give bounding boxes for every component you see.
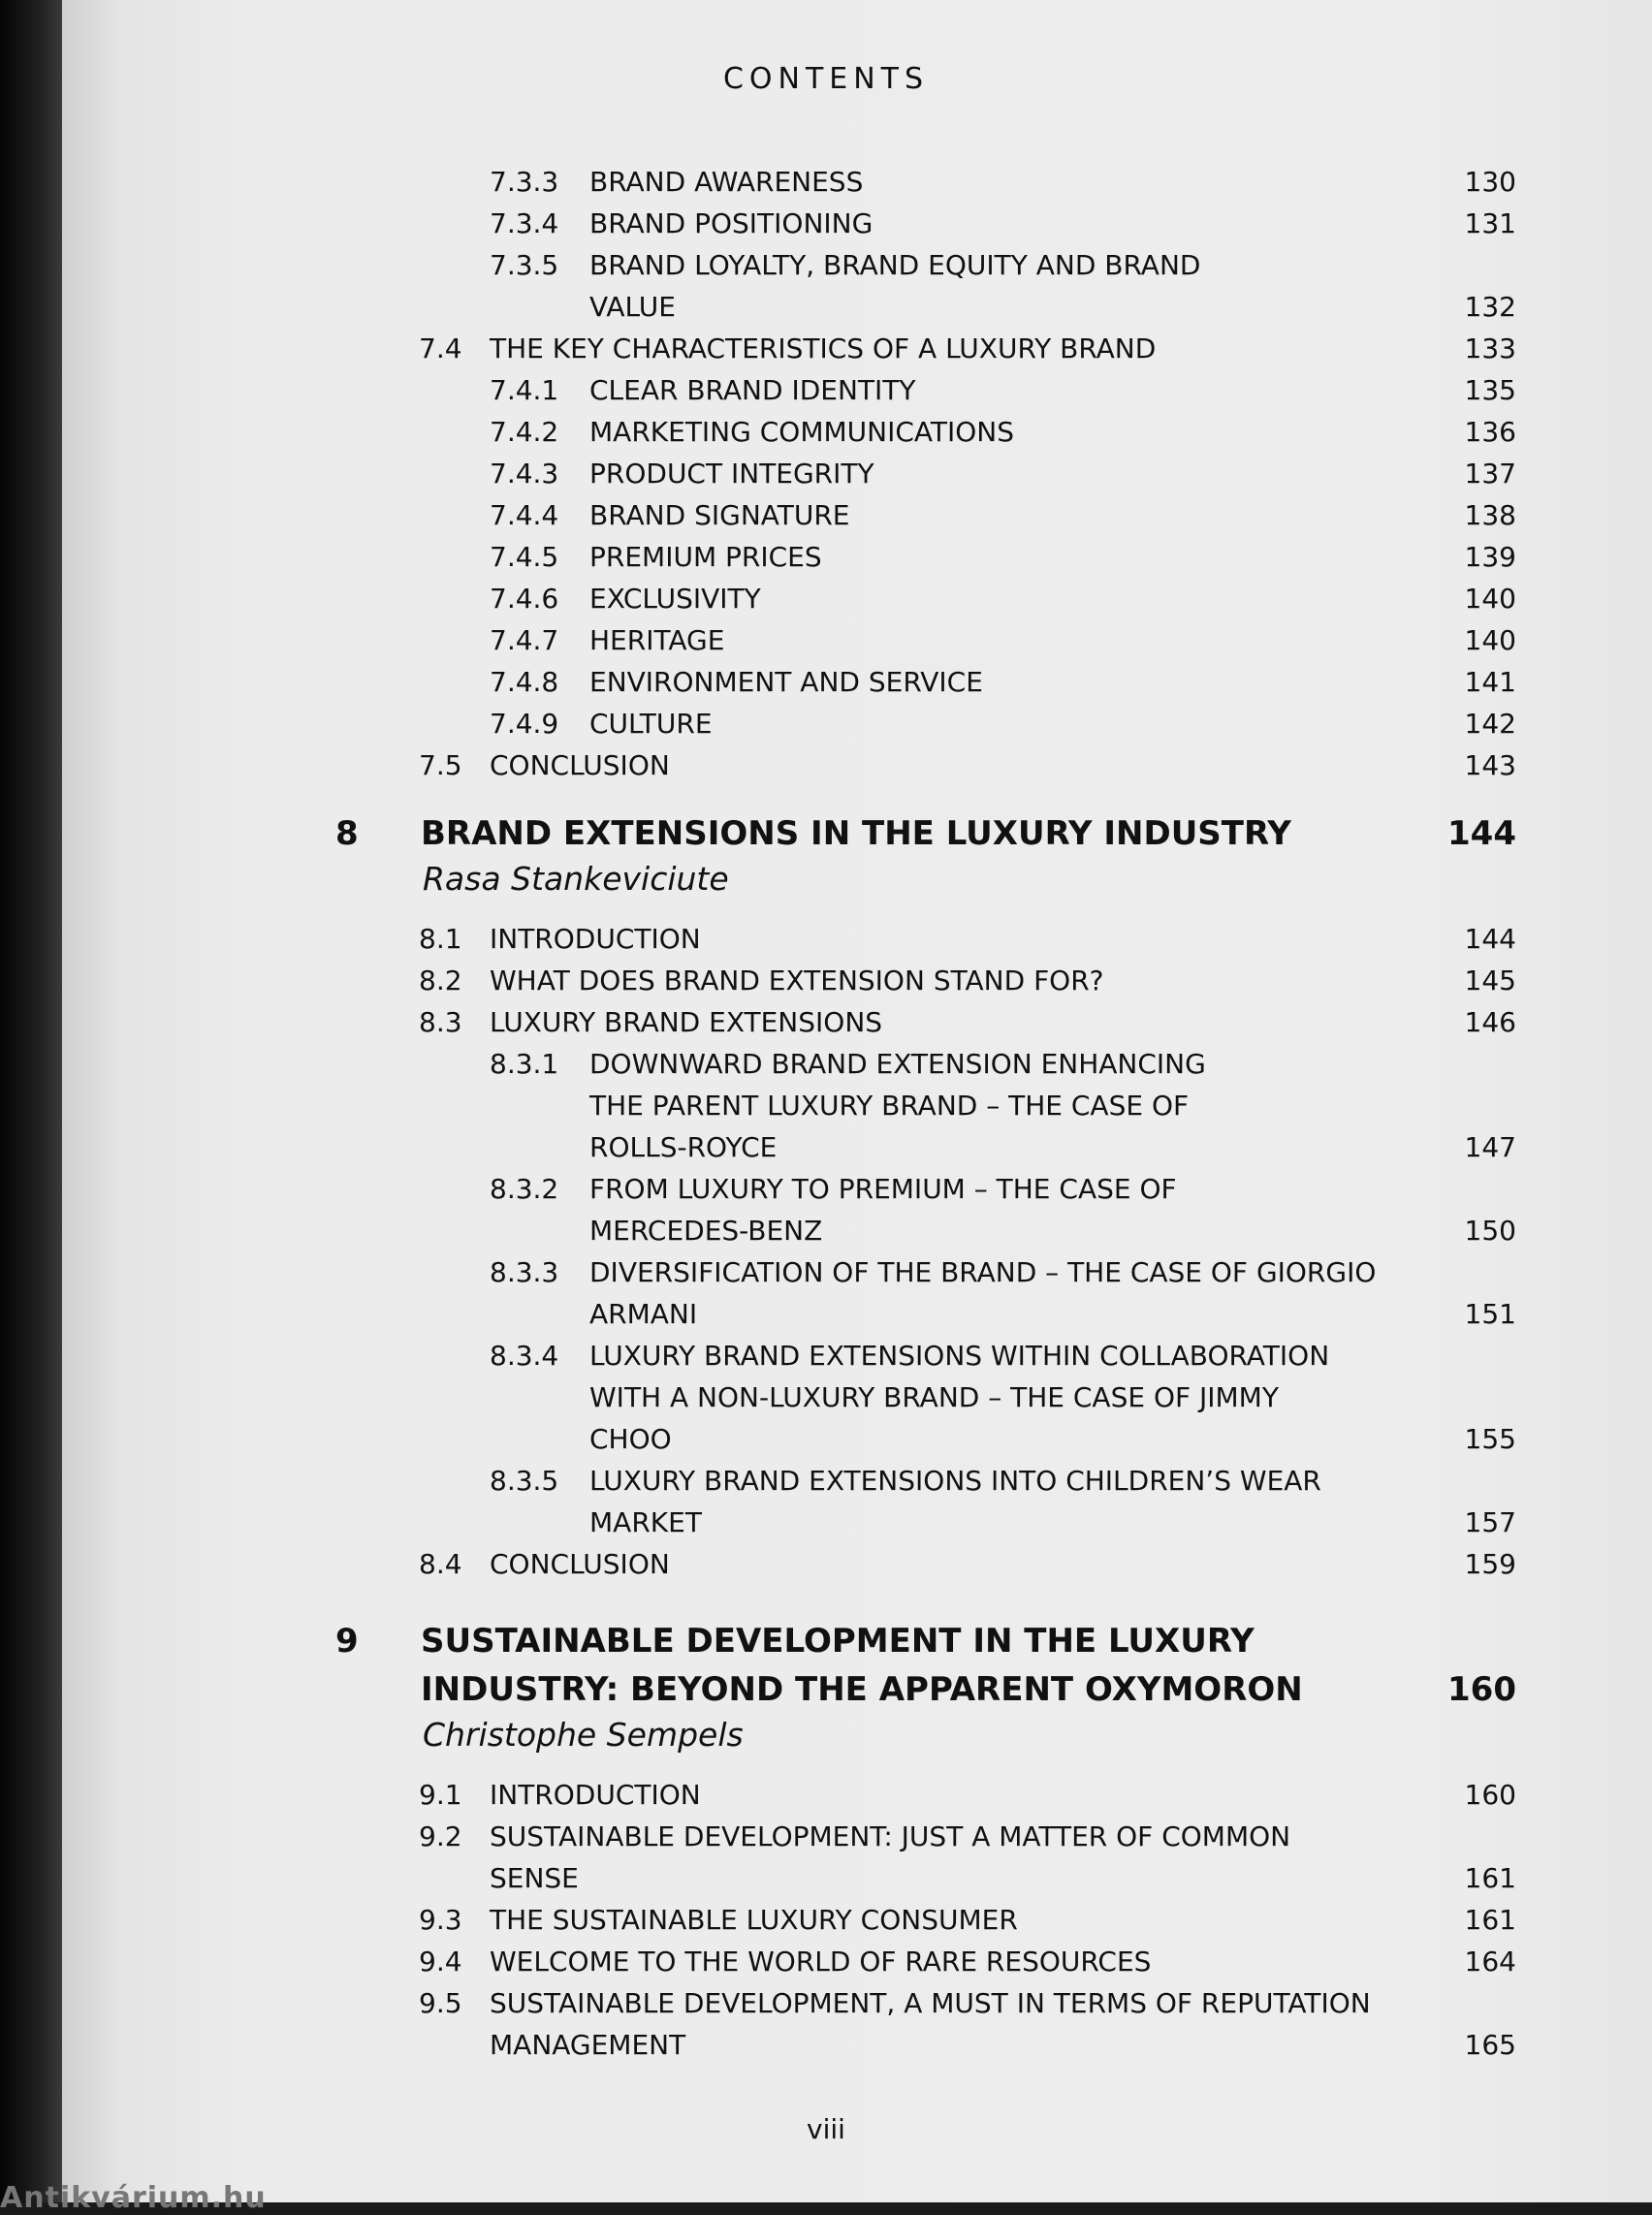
toc-entry-number: 7.3.3 [490, 166, 559, 198]
toc-entry-page: 131 [1464, 207, 1516, 239]
toc-entry-page: 164 [1464, 1946, 1516, 1978]
watermark: Antikvárium.hu [0, 2181, 267, 2215]
chapter-page: 160 [1447, 1670, 1516, 1709]
toc-entry-title: SUSTAINABLE DEVELOPMENT, A MUST IN TERMS OF REPUTATION [490, 1987, 1371, 2019]
toc-entry-number: 9.1 [419, 1779, 462, 1811]
toc-entry-number: 8.3.4 [490, 1340, 559, 1372]
chapter-title: BRAND EXTENSIONS IN THE LUXURY INDUSTRY [421, 814, 1291, 853]
toc-entry-page: 150 [1464, 1215, 1516, 1247]
toc-entry-title: WITH A NON-LUXURY BRAND – THE CASE OF JIMMY [589, 1381, 1279, 1413]
toc-entry-page: 157 [1464, 1506, 1516, 1538]
toc-entry-page: 147 [1464, 1131, 1516, 1163]
toc-entry-page: 137 [1464, 458, 1516, 490]
chapter-page: 144 [1447, 814, 1516, 853]
chapter-title: SUSTAINABLE DEVELOPMENT IN THE LUXURY [421, 1622, 1255, 1661]
toc-entry-title: BRAND SIGNATURE [589, 499, 850, 531]
toc-entry-page: 146 [1464, 1006, 1516, 1038]
toc-entry-number: 8.4 [419, 1548, 462, 1580]
toc-entry-title: MERCEDES-BENZ [589, 1215, 823, 1247]
toc-entry-page: 136 [1464, 416, 1516, 448]
toc-entry-page: 145 [1464, 965, 1516, 997]
toc-entry-number: 7.4.4 [490, 499, 559, 531]
toc-entry-number: 7.4.8 [490, 666, 559, 698]
toc-entry-title: ROLLS-ROYCE [589, 1131, 778, 1163]
toc-entry-title: WELCOME TO THE WORLD OF RARE RESOURCES [490, 1946, 1152, 1978]
toc-entry-title: EXCLUSIVITY [589, 583, 761, 615]
toc-entry-title: BRAND AWARENESS [589, 166, 864, 198]
toc-entry-title: MARKETING COMMUNICATIONS [589, 416, 1014, 448]
toc-entry-number: 7.3.5 [490, 249, 559, 281]
toc-entry-number: 9.4 [419, 1946, 462, 1978]
chapter-number: 9 [335, 1622, 359, 1661]
book-spine-shadow [0, 0, 62, 2202]
toc-entry-page: 160 [1464, 1779, 1516, 1811]
toc-entry-title: CONCLUSION [490, 749, 670, 781]
toc-entry-title: MANAGEMENT [490, 2029, 686, 2061]
toc-entry-number: 8.3 [419, 1006, 462, 1038]
page-heading: CONTENTS [722, 62, 930, 96]
toc-entry-title: FROM LUXURY TO PREMIUM – THE CASE OF [589, 1173, 1177, 1205]
toc-entry-page: 139 [1464, 541, 1516, 573]
toc-entry-title: SENSE [490, 1862, 579, 1894]
toc-entry-page: 132 [1464, 291, 1516, 323]
toc-entry-title: PRODUCT INTEGRITY [589, 458, 874, 490]
toc-entry-title: ENVIRONMENT AND SERVICE [589, 666, 983, 698]
toc-entry-number: 7.4.7 [490, 624, 559, 656]
toc-entry-number: 7.3.4 [490, 207, 559, 239]
toc-entry-page: 142 [1464, 708, 1516, 740]
toc-entry-number: 7.4.6 [490, 583, 559, 615]
toc-entry-number: 8.3.5 [490, 1465, 559, 1497]
toc-entry-number: 7.4.5 [490, 541, 559, 573]
toc-entry-title: CULTURE [589, 708, 713, 740]
toc-entry-title: WHAT DOES BRAND EXTENSION STAND FOR? [490, 965, 1104, 997]
toc-entry-number: 9.3 [419, 1904, 462, 1936]
toc-entry-number: 9.5 [419, 1987, 462, 2019]
toc-entry-title: BRAND LOYALTY, BRAND EQUITY AND BRAND [589, 249, 1201, 281]
chapter-number: 8 [335, 814, 359, 853]
toc-entry-number: 8.2 [419, 965, 462, 997]
page-number: viii [807, 2113, 845, 2145]
toc-entry-title: LUXURY BRAND EXTENSIONS INTO CHILDREN’S WEAR [589, 1465, 1321, 1497]
toc-entry-number: 7.4.2 [490, 416, 559, 448]
toc-entry-title: INTRODUCTION [490, 923, 701, 955]
toc-entry-page: 161 [1464, 1862, 1516, 1894]
toc-entry-page: 165 [1464, 2029, 1516, 2061]
toc-entry-title: VALUE [589, 291, 676, 323]
toc-entry-page: 155 [1464, 1423, 1516, 1455]
toc-entry-page: 151 [1464, 1298, 1516, 1330]
toc-entry-number: 8.1 [419, 923, 462, 955]
toc-entry-title: ARMANI [589, 1298, 698, 1330]
toc-entry-number: 7.4.3 [490, 458, 559, 490]
toc-entry-number: 8.3.2 [490, 1173, 559, 1205]
toc-entry-page: 130 [1464, 166, 1516, 198]
toc-entry-page: 140 [1464, 583, 1516, 615]
toc-entry-page: 138 [1464, 499, 1516, 531]
toc-entry-number: 7.4 [419, 332, 462, 364]
toc-entry-page: 143 [1464, 749, 1516, 781]
toc-entry-title: DOWNWARD BRAND EXTENSION ENHANCING [589, 1048, 1206, 1080]
toc-entry-title: MARKET [589, 1506, 702, 1538]
chapter-author: Christophe Sempels [423, 1716, 744, 1754]
toc-entry-title: PREMIUM PRICES [589, 541, 822, 573]
toc-entry-number: 7.5 [419, 749, 462, 781]
toc-entry-number: 8.3.1 [490, 1048, 559, 1080]
toc-entry-title: THE SUSTAINABLE LUXURY CONSUMER [490, 1904, 1018, 1936]
toc-entry-number: 8.3.3 [490, 1256, 559, 1288]
chapter-author: Rasa Stankeviciute [423, 860, 729, 898]
toc-entry-title: DIVERSIFICATION OF THE BRAND – THE CASE OF GIORGIO [589, 1256, 1377, 1288]
toc-entry-title: THE PARENT LUXURY BRAND – THE CASE OF [589, 1090, 1190, 1122]
toc-entry-number: 7.4.9 [490, 708, 559, 740]
toc-entry-title: THE KEY CHARACTERISTICS OF A LUXURY BRAND [490, 332, 1157, 364]
toc-entry-number: 9.2 [419, 1820, 462, 1852]
toc-entry-page: 133 [1464, 332, 1516, 364]
toc-entry-number: 7.4.1 [490, 374, 559, 406]
toc-entry-title: CONCLUSION [490, 1548, 670, 1580]
toc-entry-page: 159 [1464, 1548, 1516, 1580]
toc-entry-page: 140 [1464, 624, 1516, 656]
toc-entry-title: LUXURY BRAND EXTENSIONS WITHIN COLLABORATION [589, 1340, 1330, 1372]
toc-entry-page: 141 [1464, 666, 1516, 698]
toc-entry-page: 144 [1464, 923, 1516, 955]
toc-entry-page: 135 [1464, 374, 1516, 406]
toc-entry-page: 161 [1464, 1904, 1516, 1936]
toc-entry-title: INTRODUCTION [490, 1779, 701, 1811]
chapter-title: INDUSTRY: BEYOND THE APPARENT OXYMORON [421, 1670, 1303, 1709]
toc-entry-title: LUXURY BRAND EXTENSIONS [490, 1006, 883, 1038]
toc-entry-title: HERITAGE [589, 624, 725, 656]
toc-entry-title: BRAND POSITIONING [589, 207, 874, 239]
toc-entry-title: SUSTAINABLE DEVELOPMENT: JUST A MATTER OF COMMON [490, 1820, 1291, 1852]
toc-entry-title: CHOO [589, 1423, 672, 1455]
toc-entry-title: CLEAR BRAND IDENTITY [589, 374, 916, 406]
